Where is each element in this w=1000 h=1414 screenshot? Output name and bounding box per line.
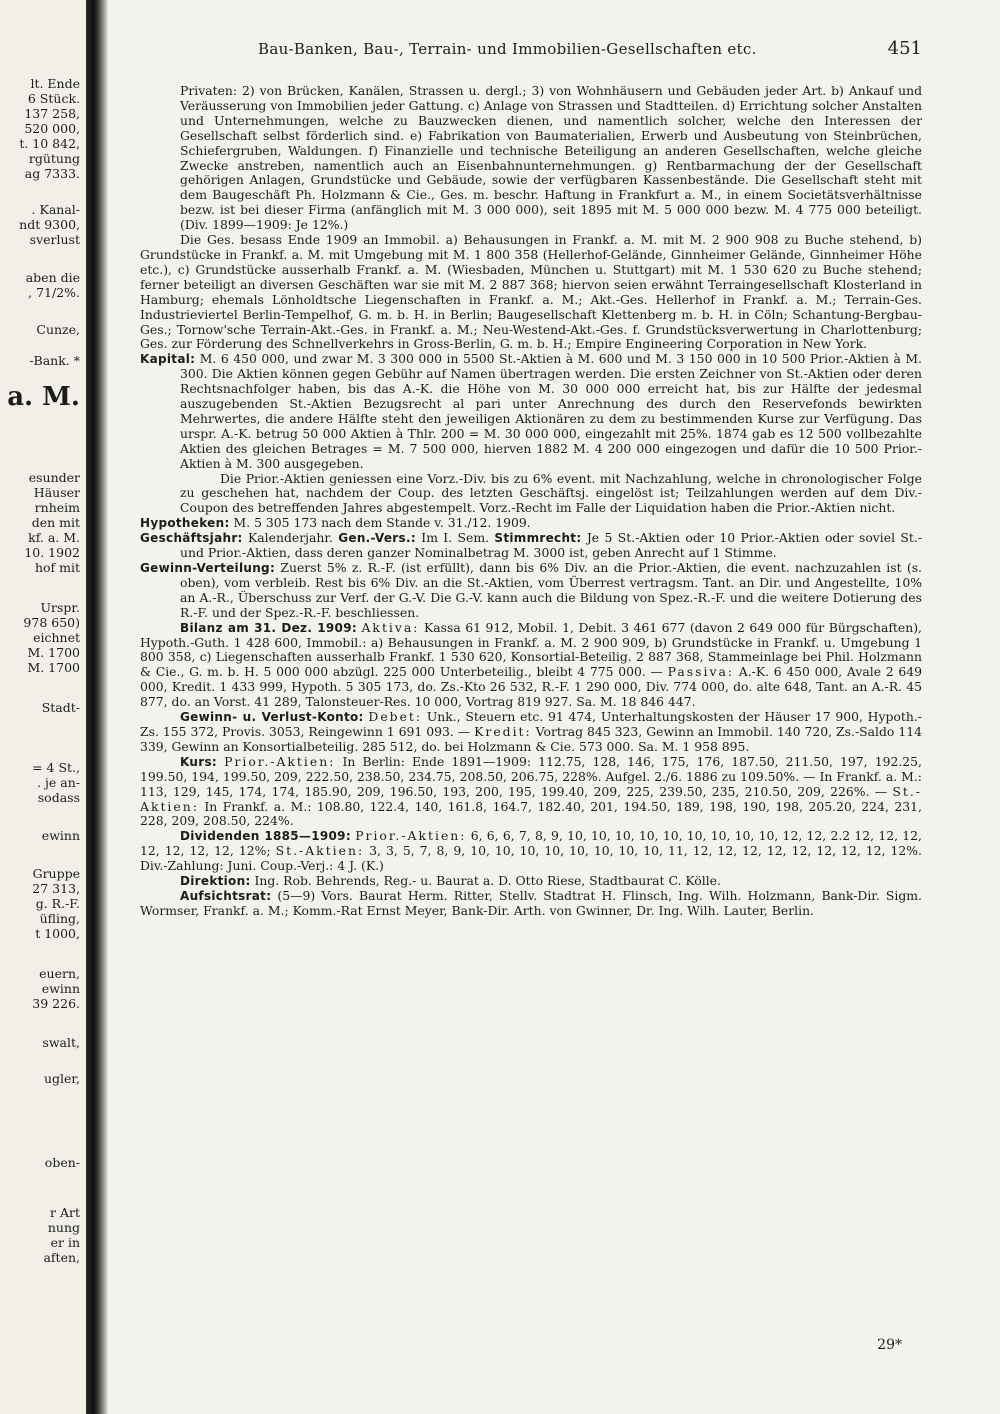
purpose-paragraph: Privaten: 2) von Brücken, Kanälen, Strassen u. dergl.; 3) von Wohnhäusern und Gebäuden jeder Art. b) Ankauf und Veräusserung von Immobilien jeder Gattung. c) Anlage von Strassen und Stadtteilen. d) Errichtung solcher Anstalten und Unternehmungen, welche zu Bauzwecken dienen, und namentlich solcher, welche den Interessen der Gesellschaft selbst förderlich sind. e) Fabrikation von Baumaterialien, Erwerb und Ausbeutung von Steinbrüchen, Schiefergruben, Waldungen. f) Finanzielle und technische Beteiligung an anderen Gesellschaften, welche gleiche Zwecke anstreben, namentlich auch an Eisenbahnunternehmungen. g) Rentbarmachung der der Gesellschaft gehörigen Anlagen, Grundstücke und Gebäude, sowie der verfügbaren Kassenbestände. Die Gesellschaft steht mit dem Baugeschäft Ph. Holzmann & Cie., Ges. m. beschr. Haftung in Frankfurt a. M., in einem Societätsverhältnisse bezw. ist bei dieser Firma (anfänglich mit M. 3 000 000), seit 1895 mit M. 5 000 000 bezw. M. 4 775 000 beteiligt. (Div. 1899—1909: Je 12%.) bbox=[180, 83, 922, 233]
gewinn-verteilung-label: Gewinn-Verteilung: bbox=[140, 561, 276, 575]
page-number: 451 bbox=[887, 38, 922, 59]
passiva-text: A.-K. 6 450 000, Avale 2 649 000, Kredit. 1 433 999, Hypoth. 5 305 173, do. Zs.-Kto 26 532, R.-F. 1 290 000, Div. 774 000, do. alte 648, Tant. an A.-R. 45 877, do. an Vorst. 41 289, Talonsteuer-Res. 10 000, Vortrag 819 927. Sa. M. 18 846 447. bbox=[140, 664, 922, 710]
div-prior-text: 6, 6, 6, 7, 8, 9, 10, 10, 10, 10, 10, 10, 10, 10, 10, 12, 12, 2.2 12, 12, 12, 12, 12, 12, 12, 12%; bbox=[140, 828, 922, 859]
gewinn-verteilung-text: Zuerst 5% z. R.-F. (ist erfüllt), dann bis 6% Div. an die Prior.-Aktien, die event. nachzuzahlen ist (s. oben), vom verbleib. Rest bis 6% Div. an die St.-Aktien, vom Überrest vertragsm. Tant. an Dir. und Angestellte, 10% an A.-R., Überschuss zur Verf. der G.-V. Die G.-V. kann auch die Bildung von Spez.-R.-F. und die weitere Dotierung des R.-F. und der Spez.-R.-F. beschliessen. bbox=[180, 560, 922, 620]
margin-fragment: M. 1700 bbox=[27, 645, 80, 660]
sheet-signature: 29* bbox=[877, 1337, 902, 1353]
margin-fragment: 6 Stück. bbox=[27, 91, 80, 106]
margin-fragment: t 1000, bbox=[35, 926, 80, 941]
margin-fragment: den mit bbox=[31, 515, 80, 530]
margin-fragment: kf. a. M. bbox=[28, 530, 80, 545]
kurs-section bbox=[140, 755, 922, 830]
margin-fragment: Stadt- bbox=[41, 700, 80, 715]
margin-fragment: t. 10 842, bbox=[19, 136, 80, 151]
margin-fragment: aben die bbox=[25, 270, 80, 285]
geschaeftsjahr-section bbox=[140, 531, 922, 561]
hypotheken-label: Hypotheken: bbox=[140, 516, 230, 531]
passiva-label: Passiva: bbox=[667, 664, 735, 680]
div-st-text: 3, 3, 5, 7, 8, 9, 10, 10, 10, 10, 10, 10, 10, 10, 11, 12, 12, 12, 12, 12, 12, 12, 12, 12%. Div.-Zahlung: Juni. Coup.-Verj.: 4 J. (K.) bbox=[140, 843, 922, 874]
margin-fragment: 10. 1902 bbox=[24, 545, 80, 560]
margin-fragment: rgütung bbox=[28, 151, 80, 166]
geschaeftsjahr-text: Kalenderjahr. bbox=[248, 530, 333, 546]
gen-vers-label: Gen.-Vers.: bbox=[338, 531, 416, 546]
geschaeftsjahr-label: Geschäftsjahr: bbox=[140, 531, 243, 546]
kurs-prior-text: In Berlin: Ende 1891—1909: 112.75, 128, 146, 175, 176, 187.50, 211.50, 197, 192.25, 199.50, 194, 199.50, 209, 222.50, 238.50, 234.75, 208.50, 206.75, 228%. Aufgel. 2./6. 1886 zu 109.50%. — In Frankf. a. M.: 113, 129, 145, 174, 174, 185.90, 209, 196.50, 193, 200, 195, 199.40, 209, 225, 239.50, 235, 210.50, 209, 226%. — bbox=[140, 753, 922, 799]
gewinn-konto-label: Gewinn- u. Verlust-Konto: bbox=[180, 710, 364, 725]
margin-fragment: Häuser bbox=[33, 485, 80, 500]
margin-fragment: Cunze, bbox=[36, 322, 80, 337]
prior-aktien-paragraph: Die Prior.-Aktien geniessen eine Vorz.-Div. bis zu 6% event. mit Nachzahlung, welche in chronologischer Folge zu geschehen hat, nachdem der Coup. des letzten Geschäftsj. eingelöst ist; Teilzahlungen werden auf dem Div.-Coupon des betreffenden Jahres abgestempelt. Vorz.-Recht im Falle der Liquidation haben die Prior.-Aktien nicht. bbox=[180, 470, 922, 516]
aufsichtsrat-label: Aufsichtsrat: bbox=[180, 888, 272, 903]
margin-fragment: hof mit bbox=[34, 560, 80, 575]
kapital-text: M. 6 450 000, und zwar M. 3 300 000 in 5500 St.-Aktien à M. 600 und M. 3 150 000 in 10 500 Prior.-Aktien à M. 300. Die Aktien können gegen Gebühr auf Namen übertragen werden. Die ersten Zeichner von St.-Aktien oder deren Rechtsnachfolger haben, bis das A.-K. die Höhe von M. 30 000 000 erreicht hat, bis zur Hälfte der jedesmal auszugebenden St.-Aktien Bezugsrecht al pari unter Anrechnung des durch den Reservefonds bewirkten Mehrwertes, die andere Hälfte steht den jeweiligen Aktionären zu dem zu bestimmenden Kurse zur Verfügung. Das urspr. A.-K. betrug 50 000 Aktien à Thlr. 200 = M. 30 000 000, eingezahlt mit 25%. 1874 gab es 12 500 vollbezahlte Aktien des gleichen Betrages = M. 7 500 000, hierven 1882 M. 4 200 000 eingezogen und dafür die 10 500 Prior.-Aktien à M. 300 ausgegeben. bbox=[180, 351, 922, 471]
aktiva-label: Aktiva: bbox=[361, 619, 420, 635]
margin-fragment: sodass bbox=[37, 790, 80, 805]
margin-fragment: ewinn bbox=[41, 981, 80, 996]
margin-fragment: = 4 St., bbox=[32, 760, 80, 775]
margin-fragment: swalt, bbox=[42, 1035, 80, 1050]
margin-fragment: a. M. bbox=[7, 382, 80, 412]
running-header bbox=[140, 40, 922, 66]
margin-fragment: euern, bbox=[39, 966, 80, 981]
margin-fragment: . Kanal- bbox=[31, 202, 80, 217]
debet-label: Debet: bbox=[368, 709, 423, 725]
kapital-label: Kapital: bbox=[140, 352, 196, 367]
bilanz-section bbox=[140, 621, 922, 710]
margin-fragment: üfling, bbox=[39, 911, 80, 926]
margin-fragment: oben- bbox=[44, 1155, 80, 1170]
debet-text: Unk., Steuern etc. 91 474, Unterhaltungskosten der Häuser 17 900, Hypoth.-Zs. 155 372, Provis. 3053, Reingewinn 1 691 093. — bbox=[140, 709, 922, 739]
article-body bbox=[140, 84, 922, 919]
margin-fragment: g. R.-F. bbox=[35, 896, 80, 911]
immobilien-paragraph: Die Ges. besass Ende 1909 an Immobil. a) Behausungen in Frankf. a. M. mit M. 2 900 908 zu Buche stehend, b) Grundstücke in Frankf. a. M. mit Umgebung mit M. 1 800 358 (Hellerhof-Gelände, Ginnheimer Gelände, Ginnheimer Höhe etc.), c) Grundstücke ausserhalb Frankf. a. M. (Wiesbaden, München u. Stuttgart) mit M. 1 530 620 zu Buche stehend; ferner beteiligt an diversen Geschäften war sie mit M. 2 887 368; hiervon seien erwähnt Terraingesellschaft Klosterland in Hamburg; ehemals Lönholdtsche Liegenschaften in Frankf. a. M.; Akt.-Ges. Hellerhof in Frankf. a. M.; Terrain-Ges. Industrieviertel Berlin-Tempelhof, G. m. b. H. in Berlin; Baugesellschaft Klettenberg m. b. H. in Cöln; Schantung-Bergbau-Ges.; Tornow'sche Terrain-Akt.-Ges. in Frankf. a. M.; Neu-Westend-Akt.-Ges. f. Grundstücksverwertung in Charlottenburg; Ges. zur Förderung des Schnellverkehrs in Gross-Berlin, G. m. b. H.; Empire Engineering Corporation in New York. bbox=[140, 232, 922, 352]
margin-fragment: r Art bbox=[50, 1205, 80, 1220]
margin-fragment: -Bank. * bbox=[29, 353, 80, 368]
kurs-prior-label: Prior.-Aktien: bbox=[224, 753, 336, 769]
margin-fragment: ewinn bbox=[41, 828, 80, 843]
margin-fragment: 39 226. bbox=[32, 996, 80, 1011]
page-content bbox=[140, 40, 922, 919]
margin-fragment: . je an- bbox=[37, 775, 80, 790]
book-gutter bbox=[86, 0, 108, 1414]
direktion-text: Ing. Rob. Behrends, Reg.- u. Baurat a. D. Otto Riese, Stadtbaurat C. Kölle. bbox=[254, 873, 721, 889]
margin-fragment: nung bbox=[47, 1220, 80, 1235]
hypotheken-section bbox=[140, 516, 922, 531]
margin-fragment: ndt 9300, bbox=[19, 217, 80, 232]
gewinn-verteilung-section bbox=[140, 561, 922, 621]
stimmrecht-label: Stimmrecht: bbox=[494, 531, 582, 546]
margin-fragment: rnheim bbox=[34, 500, 80, 515]
margin-fragment: 137 258, bbox=[24, 106, 80, 121]
div-st-label: St.-Aktien: bbox=[275, 843, 365, 859]
margin-fragment: esunder bbox=[28, 470, 80, 485]
margin-fragment: 520 000, bbox=[24, 121, 80, 136]
margin-fragment: M. 1700 bbox=[27, 660, 80, 675]
direktion-label: Direktion: bbox=[180, 874, 251, 889]
stimmrecht-text: Je 5 St.-Aktien oder 10 Prior.-Aktien oder soviel St.- und Prior.-Aktien, dass deren ganzer Nominalbetrag M. 3000 ist, geben Anrecht auf 1 Stimme. bbox=[180, 530, 923, 561]
direktion-section bbox=[140, 874, 922, 889]
kurs-st-text: In Frankf. a. M.: 108.80, 122.4, 140, 161.8, 164.7, 182.40, 201, 194.50, 189, 198, 190, 198, 205.20, 224, 231, 228, 209, 208.50, 224%. bbox=[140, 798, 922, 829]
margin-fragment: 978 650) bbox=[23, 615, 80, 630]
margin-fragment: 27 313, bbox=[32, 881, 80, 896]
dividenden-label: Dividenden 1885—1909: bbox=[180, 829, 351, 844]
kurs-st-label: St.-Aktien: bbox=[140, 783, 922, 814]
aktiva-text: Kassa 61 912, Mobil. 1, Debit. 3 461 677 (davon 2 649 000 für Bürgschaften), Hypoth.-Guth. 1 428 600, Immobil.: a) Behausungen in Frankf. a. M. 2 900 909, b) Grundstücke in Frankf. u. Umgebung 1 800 358, c) Liegenschaften ausserhalb Frankf. 1 530 620, Konsortial-Beteilig. 2 887 368, Stammeinlage bei Phil. Holzmann & Cie., G. m. b. H. 5 000 000 abzügl. 225 000 Unterbeteilig., bleibt 4 775 000. — bbox=[140, 619, 922, 680]
hypotheken-text: M. 5 305 173 nach dem Stande v. 31./12. 1909. bbox=[233, 515, 531, 531]
margin-fragment: aften, bbox=[43, 1250, 80, 1265]
margin-fragment: sverlust bbox=[29, 232, 80, 247]
gewinn-konto-section bbox=[140, 710, 922, 755]
gen-vers-text: Im I. Sem. bbox=[421, 530, 490, 546]
bilanz-label: Bilanz am 31. Dez. 1909: bbox=[180, 620, 357, 635]
margin-fragment: eichnet bbox=[33, 630, 80, 645]
margin-fragment: ag 7333. bbox=[24, 166, 80, 181]
margin-fragment: Urspr. bbox=[40, 600, 80, 615]
aufsichtsrat-text: (5—9) Vors. Baurat Herm. Ritter, Stellv. Stadtrat H. Flinsch, Ing. Wilh. Holzmann, Bank-Dir. Sigm. Wormser, Frankf. a. M.; Komm.-Rat Ernst Meyer, Bank-Dir. Arth. von Gwinner, Dr. Ing. Wilh. Lauter, Berlin. bbox=[140, 887, 922, 918]
kredit-label: Kredit: bbox=[474, 723, 532, 739]
running-title: Bau-Banken, Bau-, Terrain- und Immobilien-Gesellschaften etc. bbox=[258, 40, 757, 58]
kurs-label: Kurs: bbox=[180, 754, 217, 769]
adjacent-page-margin bbox=[0, 0, 86, 1414]
div-prior-label: Prior.-Aktien: bbox=[355, 828, 467, 844]
aufsichtsrat-section bbox=[140, 889, 922, 919]
margin-fragment: , 71/2%. bbox=[28, 285, 80, 300]
margin-fragment: Gruppe bbox=[32, 866, 80, 881]
margin-fragment: ugler, bbox=[43, 1071, 80, 1086]
margin-fragment: lt. Ende bbox=[30, 76, 80, 91]
kredit-text: Vortrag 845 323, Gewinn an Immobil. 140 720, Zs.-Saldo 114 339, Gewinn an Konsortialbeteilig. 285 512, do. bei Holzmann & Cie. 573 000. Sa. M. 1 958 895. bbox=[140, 723, 922, 754]
kapital-section bbox=[140, 352, 922, 471]
dividenden-section bbox=[140, 829, 922, 874]
margin-fragment: er in bbox=[50, 1235, 80, 1250]
